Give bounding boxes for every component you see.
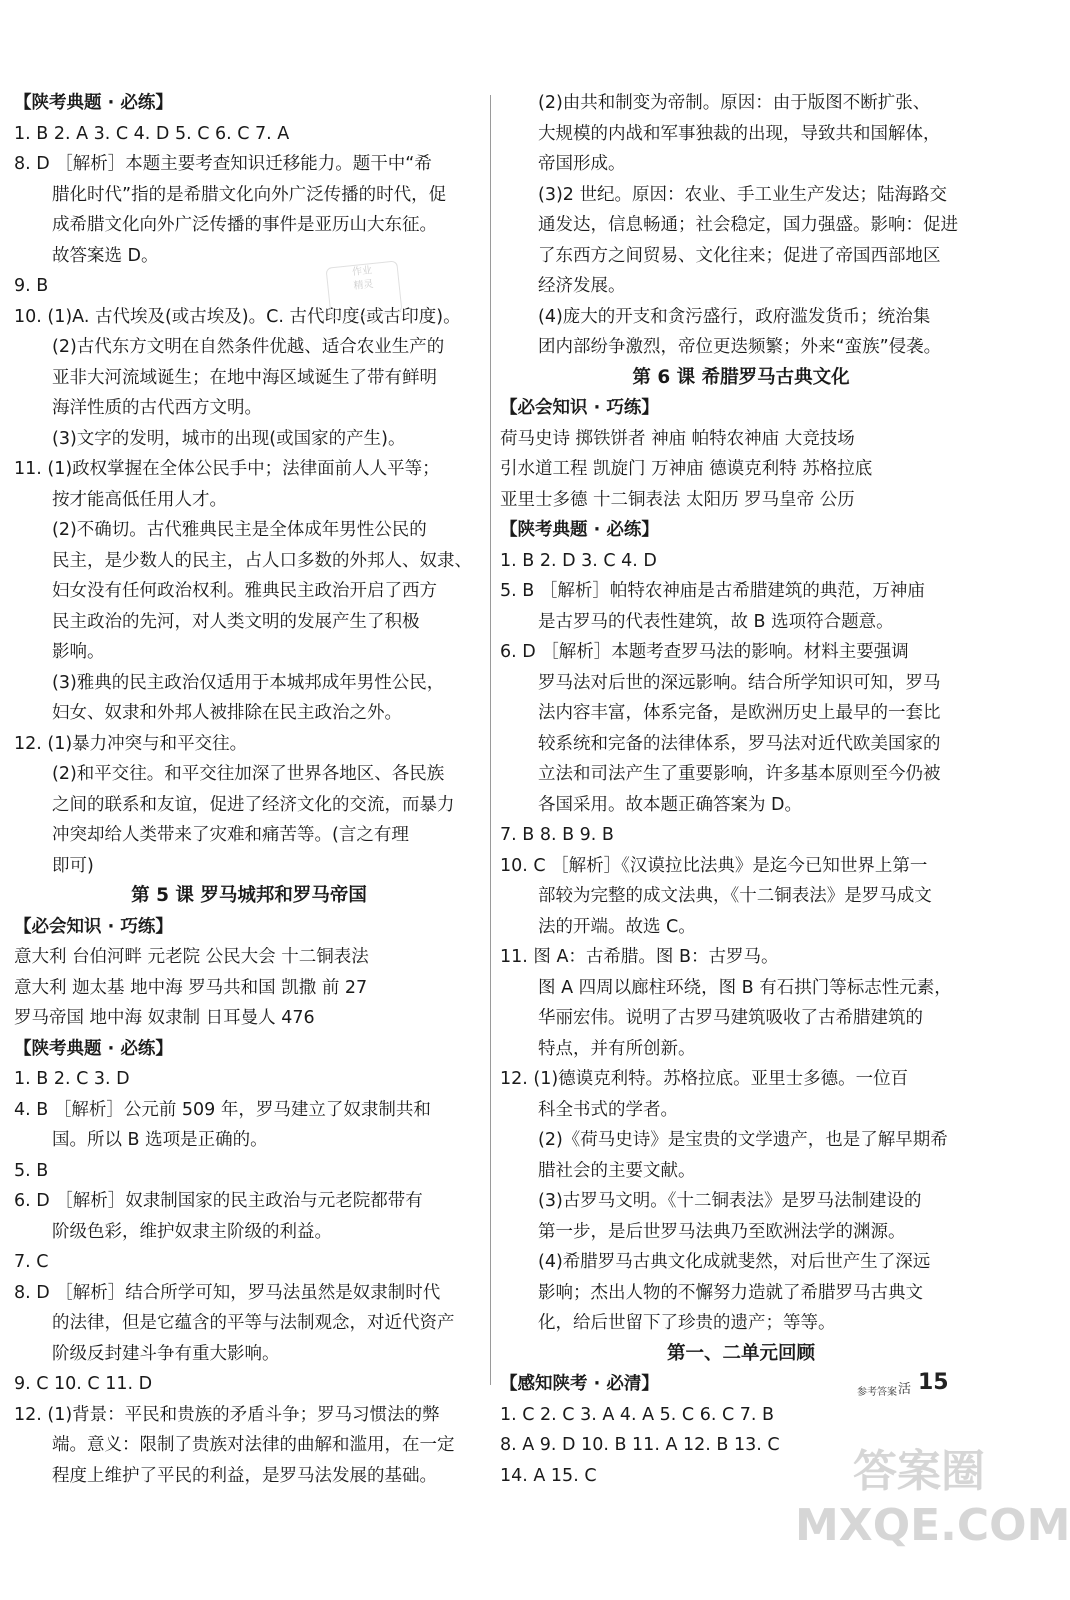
answer-line: 5. B bbox=[14, 1160, 49, 1181]
answer-line: 科全书式的学者。 bbox=[538, 1099, 678, 1120]
answer-line: 化，给后世留下了珍贵的遗产；等等。 bbox=[538, 1313, 836, 1333]
answer-line: 5. B ［解析］帕特农神庙是古希腊建筑的典范，万神庙 bbox=[500, 581, 925, 601]
answer-line: 经济发展。 bbox=[538, 276, 626, 296]
answer-line: 成希腊文化向外广泛传播的事件是亚历山大东征。 bbox=[52, 215, 437, 235]
lesson-title: 第 5 课 罗马城邦和罗马帝国 bbox=[131, 885, 367, 906]
answer-line: 1. C 2. C 3. A 4. A 5. C 6. C 7. B bbox=[500, 1404, 775, 1425]
answer-line: 1. B 2. A 3. C 4. D 5. C 6. C 7. A bbox=[14, 123, 290, 144]
answer-line: 11. (1)政权掌握在全体公民手中；法律面前人人平等； bbox=[14, 459, 440, 479]
answer-line: 海洋性质的古代西方文明。 bbox=[52, 398, 262, 418]
answer-line: 故答案选 D。 bbox=[52, 245, 159, 266]
answer-line: 1. B 2. C 3. D bbox=[14, 1069, 130, 1089]
answer-line: (2)古代东方文明在自然条件优越、适合农业生产的 bbox=[52, 337, 445, 357]
answer-line: 通发达，信息畅通；社会稳定，国力强盛。影响：促进 bbox=[538, 215, 958, 235]
answer-line: 第一步，是后世罗马法典乃至欧洲法学的渊源。 bbox=[538, 1221, 906, 1242]
stamp-mark: 作业 精灵 bbox=[325, 260, 402, 319]
answer-line: 9. B bbox=[14, 276, 49, 296]
answer-line: 12. (1)背景：平民和贵族的矛盾斗争；罗马习惯法的弊 bbox=[14, 1404, 440, 1425]
answer-line: 团内部纷争激烈，帝位更迭频繁；外来“蛮族”侵袭。 bbox=[538, 337, 942, 357]
answer-line: 亚非大河流域诞生；在地中海区域诞生了带有鲜明 bbox=[52, 367, 437, 388]
page-number: 15 bbox=[918, 1370, 949, 1395]
answer-line: 之间的联系和友谊，促进了经济文化的交流，而暴力 bbox=[52, 794, 455, 815]
right-column bbox=[500, 88, 982, 1491]
answer-line: 罗马帝国 地中海 奴隶制 日耳曼人 476 bbox=[14, 1008, 315, 1028]
answer-line: (3)文字的发明，城市的出现(或国家的产生)。 bbox=[52, 428, 406, 449]
footer-tag: 活 bbox=[898, 1382, 912, 1397]
answer-line: 华丽宏伟。说明了古罗马建筑吸收了古希腊建筑的 bbox=[538, 1008, 923, 1028]
answer-line: 法内容丰富，体系完备，是欧洲历史上最早的一套比 bbox=[538, 703, 941, 723]
answer-line: 11. 图 A：古希腊。图 B：古罗马。 bbox=[500, 947, 779, 967]
answer-line: 冲突却给人类带来了灾难和痛苦等。(言之有理 bbox=[52, 825, 409, 845]
answer-line: 7. C bbox=[14, 1252, 49, 1272]
lesson-title: 第一、二单元回顾 bbox=[666, 1342, 815, 1364]
answer-line: 的法律，但是它蕴含的平等与法制观念，对近代资产 bbox=[52, 1313, 455, 1333]
answer-line: 程度上维护了平民的利益，是罗马法发展的基础。 bbox=[52, 1465, 437, 1486]
answer-line: 10. (1)A. 古代埃及(或古埃及)。C. 古代印度(或古印度)。 bbox=[14, 306, 461, 327]
answer-line: 荷马史诗 掷铁饼者 神庙 帕特农神庙 大竞技场 bbox=[500, 428, 855, 449]
answer-line: 是古罗马的代表性建筑，故 B 选项符合题意。 bbox=[538, 611, 894, 632]
answer-line: 民主，是少数人的民主，占人口多数的外邦人、奴隶、 bbox=[52, 550, 472, 571]
section-heading: 【必会知识 · 巧练】 bbox=[500, 398, 659, 418]
section-heading: 【陕考典题 · 必练】 bbox=[500, 520, 659, 540]
answer-line: (2)《荷马史诗》是宝贵的文学遗产，也是了解早期希 bbox=[538, 1130, 948, 1150]
answer-line: 帝国形成。 bbox=[538, 154, 626, 174]
section-heading: 【陕考典题 · 必练】 bbox=[14, 1038, 173, 1059]
answer-line: 妇女没有任何政治权利。雅典民主政治开启了西方 bbox=[52, 581, 437, 601]
answer-line: 腊社会的主要文献。 bbox=[538, 1160, 696, 1181]
answer-line: 腊化时代”指的是希腊文化向外广泛传播的时代，促 bbox=[52, 184, 447, 205]
answer-line: 国。所以 B 选项是正确的。 bbox=[52, 1130, 268, 1150]
answer-line: 阶级反封建斗争有重大影响。 bbox=[52, 1343, 280, 1364]
answer-line: (4)希腊罗马古典文化成就斐然，对后世产生了深远 bbox=[538, 1252, 931, 1272]
answer-line: 7. B 8. B 9. B bbox=[500, 825, 614, 845]
answer-line: 按才能高低任用人才。 bbox=[52, 489, 227, 510]
answer-line: 法的开端。故选 C。 bbox=[538, 916, 696, 937]
answer-line: (2)由共和制变为帝制。原因：由于版图不断扩张、 bbox=[538, 93, 931, 113]
answer-line: 4. B ［解析］公元前 509 年，罗马建立了奴隶制共和 bbox=[14, 1099, 431, 1120]
answer-line: 亚里士多德 十二铜表法 太阳历 罗马皇帝 公历 bbox=[500, 489, 855, 510]
answer-line: 妇女、奴隶和外邦人被排除在民主政治之外。 bbox=[52, 703, 402, 723]
lesson-title: 第 6 课 希腊罗马古典文化 bbox=[632, 366, 850, 388]
answer-line: 图 A 四周以廊柱环绕，图 B 有石拱门等标志性元素， bbox=[538, 977, 952, 998]
answer-line: (3)2 世纪。原因：农业、手工业生产发达；陆海路交 bbox=[538, 184, 947, 205]
answer-line: 阶级色彩，维护奴隶主阶级的利益。 bbox=[52, 1221, 332, 1242]
answer-line: 部较为完整的成文法典，《十二铜表法》是罗马成文 bbox=[538, 886, 932, 906]
answer-line: 民主政治的先河，对人类文明的发展产生了积极 bbox=[52, 611, 420, 632]
answer-line: 影响；杰出人物的不懈努力造就了希腊罗马古典文 bbox=[538, 1282, 923, 1303]
section-heading: 【陕考典题 · 必练】 bbox=[14, 93, 173, 113]
answer-line: 引水道工程 凯旋门 万神庙 德谟克利特 苏格拉底 bbox=[500, 459, 873, 479]
section-heading: 【感知陕考 · 必清】 bbox=[500, 1374, 659, 1394]
answer-line: 较系统和完备的法律体系，罗马法对近代欧美国家的 bbox=[538, 733, 941, 754]
answer-line: 了东西方之间贸易、文化往来；促进了帝国西部地区 bbox=[538, 245, 941, 266]
answer-line: 12. (1)德谟克利特。苏格拉底。亚里士多德。一位百 bbox=[500, 1069, 909, 1089]
answer-line: 12. (1)暴力冲突与和平交往。 bbox=[14, 733, 248, 754]
answer-line: 即可) bbox=[52, 855, 94, 876]
answer-line: 罗马法对后世的深远影响。结合所学知识可知，罗马 bbox=[538, 672, 941, 693]
answer-line: (2)不确切。古代雅典民主是全体成年男性公民的 bbox=[52, 520, 427, 540]
answer-line: 8. D ［解析］结合所学可知，罗马法虽然是奴隶制时代 bbox=[14, 1282, 441, 1303]
answer-line: (3)古罗马文明。《十二铜表法》是罗马法制建设的 bbox=[538, 1191, 922, 1211]
answer-line: 特点，并有所创新。 bbox=[538, 1038, 696, 1059]
answer-line: 立法和司法产生了重要影响，许多基本原则至今仍被 bbox=[538, 764, 941, 784]
answer-line: 端。意义：限制了贵族对法律的曲解和滥用，在一定 bbox=[52, 1435, 455, 1455]
answer-line: 6. D ［解析］奴隶制国家的民主政治与元老院都带有 bbox=[14, 1191, 423, 1211]
answer-line: 8. D ［解析］本题主要考查知识迁移能力。题干中“希 bbox=[14, 154, 432, 174]
column-divider bbox=[490, 95, 491, 1385]
answer-line: 1. B 2. D 3. C 4. D bbox=[500, 550, 657, 571]
answer-line: 6. D ［解析］本题考查罗马法的影响。材料主要强调 bbox=[500, 642, 909, 662]
answer-line: (2)和平交往。和平交往加深了世界各地区、各民族 bbox=[52, 764, 445, 784]
answer-line: 影响。 bbox=[52, 642, 105, 662]
answer-line: 各国采用。故本题正确答案为 D。 bbox=[538, 794, 803, 815]
answer-line: 8. A 9. D 10. B 11. A 12. B 13. C bbox=[500, 1435, 780, 1455]
footer-label: 参考答案 bbox=[857, 1387, 897, 1398]
answer-line: 10. C ［解析］《汉谟拉比法典》是迄今已知世界上第一 bbox=[500, 855, 928, 876]
answer-line: 14. A 15. C bbox=[500, 1465, 597, 1486]
answer-line: (4)庞大的开支和贪污盛行，政府滥发货币；统治集 bbox=[538, 306, 931, 327]
left-column bbox=[14, 88, 484, 1491]
section-heading: 【必会知识 · 巧练】 bbox=[14, 916, 173, 937]
answer-line: (3)雅典的民主政治仅适用于本城邦成年男性公民， bbox=[52, 672, 445, 693]
answer-line: 意大利 台伯河畔 元老院 公民大会 十二铜表法 bbox=[14, 947, 369, 967]
answer-line: 大规模的内战和军事独裁的出现，导致共和国解体， bbox=[538, 123, 941, 144]
watermark-logo: 答案圈 MXQE.COM bbox=[795, 1446, 1070, 1551]
answer-line: 意大利 迦太基 地中海 罗马共和国 凯撒 前 27 bbox=[14, 977, 368, 998]
answer-line: 9. C 10. C 11. D bbox=[14, 1374, 153, 1394]
